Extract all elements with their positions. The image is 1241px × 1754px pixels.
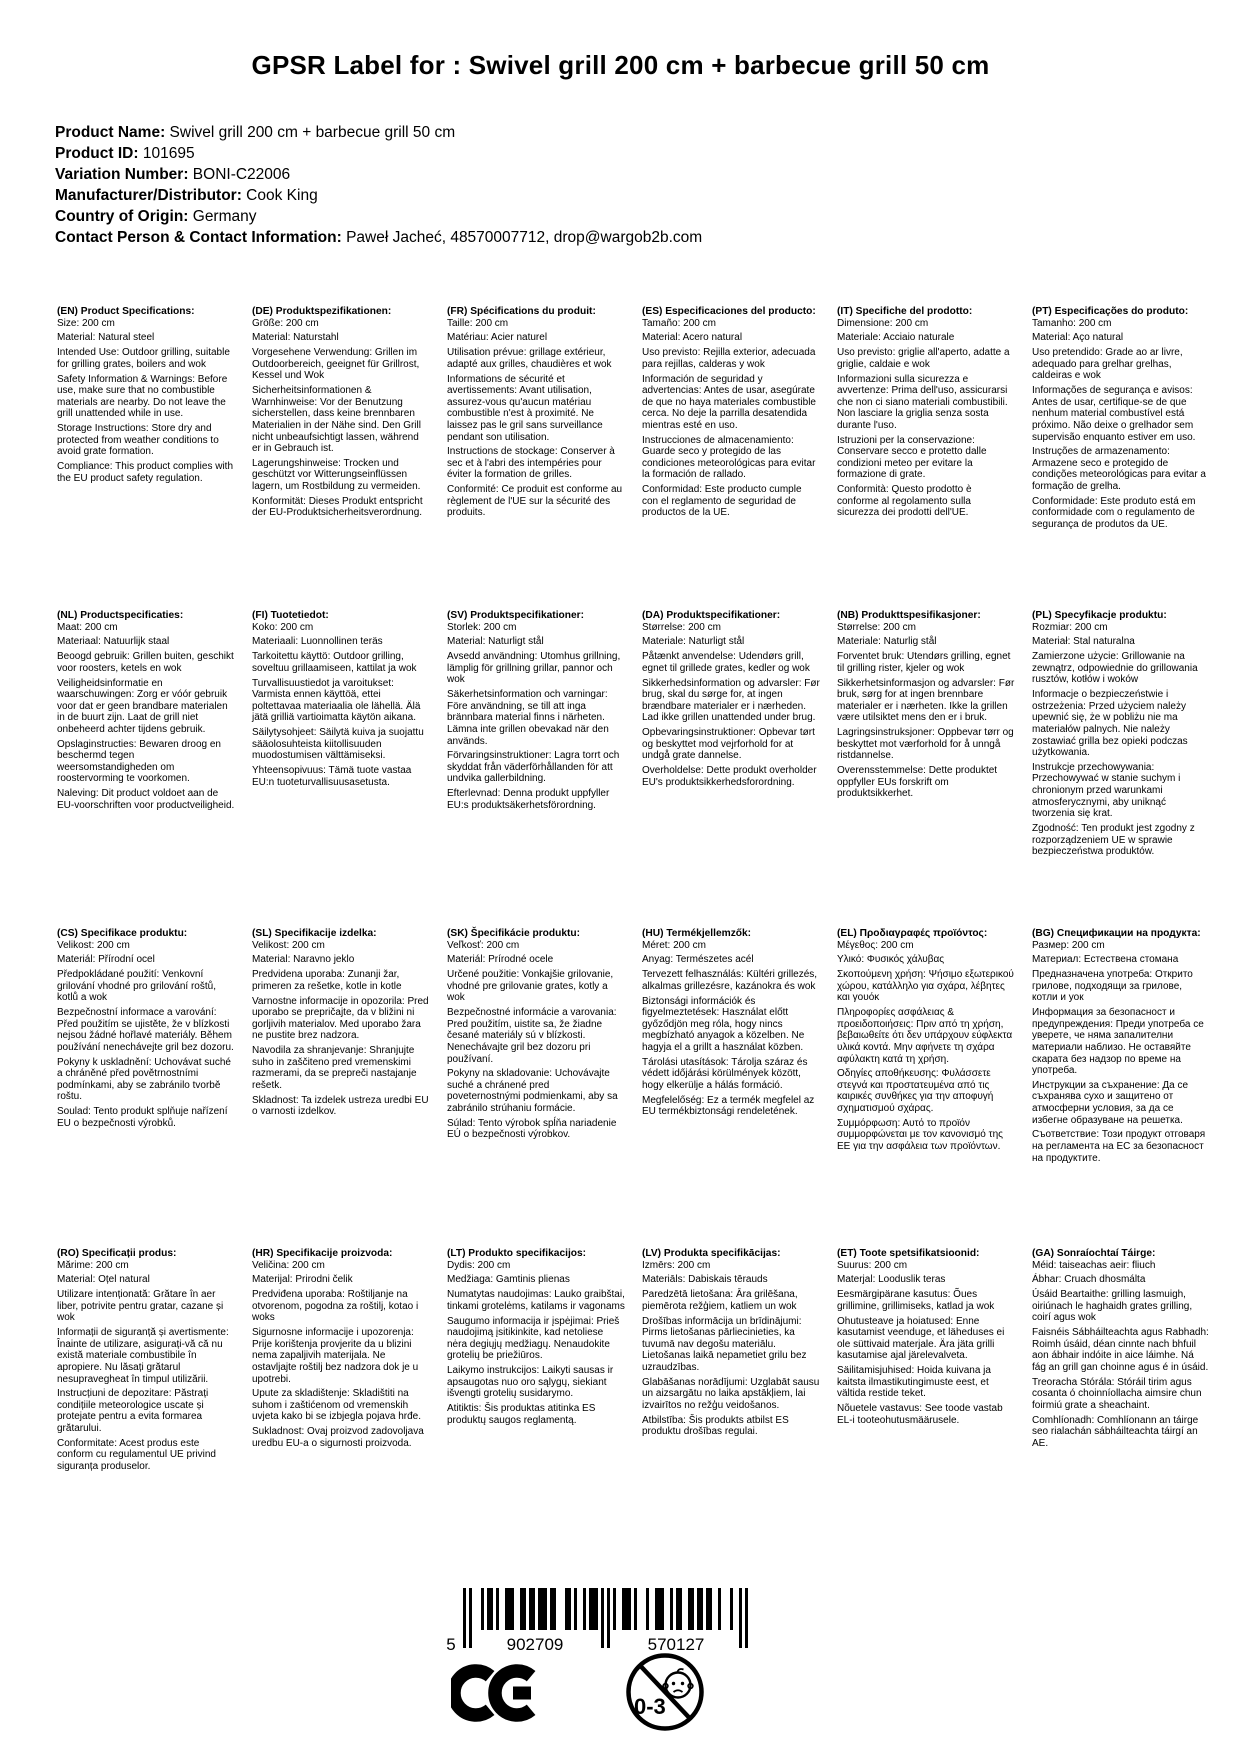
spec-paragraph: Информация за безопасност и предупреждения: Преди употреба се уверете, че няма запалителни материали наблизо. Не оставяйте скарата без надзор по време на употреба. xyxy=(1032,1007,1204,1077)
barcode-icon xyxy=(437,1586,757,1654)
spec-paragraph: Påtænkt anvendelse: Udendørs grill, egnet til grillede grates, kedler og wok xyxy=(642,651,810,674)
spec-paragraph: Matériau: Acier naturel xyxy=(447,332,548,344)
spec-paragraph: Предназначена употреба: Открито грилове, подходящи за грилове, котли и уок xyxy=(1032,969,1193,1004)
spec-paragraph: Материал: Естествена стомана xyxy=(1032,954,1179,966)
spec-paragraph: Atbilstība: Šis produkts atbilst ES produktu drošības regulai. xyxy=(642,1414,789,1438)
barcode-bar xyxy=(646,1588,649,1630)
product-info-line xyxy=(55,206,702,227)
spec-paragraph: Material: Natural steel xyxy=(57,332,155,344)
spec-paragraph: Conformité: Ce produit est conforme au règlement de l'UE sur la sécurité des produits. xyxy=(447,484,623,519)
barcode-bar xyxy=(676,1588,679,1630)
barcode-bar xyxy=(670,1588,673,1630)
spec-paragraph: Πληροφορίες ασφάλειας & προειδοποιήσεις: Πριν από τη χρήση, βεβαιωθείτε ότι δεν υπάρχουν εύφλεκτα υλικά κοντά. Μην αφήνετε τη σχάρα αφύλακτη κατά τη χρήση. xyxy=(837,1007,1013,1065)
spec-block-el xyxy=(837,928,1015,1248)
spec-paragraph: Säilitamisjuhised: Hoida kuivana ja kaitsta ilmastikutingimuste eest, et vältida restide teket. xyxy=(837,1365,991,1400)
spec-paragraph: Safety Information & Warnings: Before use, make sure that no combustible materials are nearby. Do not leave the grill unattended while in use. xyxy=(57,373,228,420)
spec-paragraph: Materiale: Naturligt stål xyxy=(642,636,745,648)
spec-paragraph: Informacje o bezpieczeństwie i ostrzeżenia: Przed użyciem należy upewnić się, że w pobliżu nie ma materiałów palnych. Nie należy zostawiać grilla bez opieki podczas użytkowania. xyxy=(1032,689,1188,759)
spec-paragraph: Numatytas naudojimas: Lauko graibštai, tinkami grotelėms, katilams ir vagonams xyxy=(447,1289,625,1312)
barcode-bar xyxy=(508,1588,511,1630)
spec-paragraph: Laikymo instrukcijos: Laikyti sausas ir apsaugotas nuo oro sąlygų, siekiant išvengti grotelių susidarymo. xyxy=(447,1365,614,1400)
spec-paragraph: Lagringsinstruksjoner: Oppbevar tørr og beskyttet mot værforhold for å unngå ristdannelse. xyxy=(837,727,1014,762)
spec-paragraph: Съответствие: Този продукт отговаря на регламента на ЕС за безопасност на продуктите. xyxy=(1032,1129,1206,1164)
spec-paragraph: Instructions de stockage: Conserver à sec et à l'abri des intempéries pour éviter la formation de grilles. xyxy=(447,446,615,481)
spec-block-de xyxy=(252,306,430,610)
product-info-value: Cook King xyxy=(241,187,318,204)
barcode-bar xyxy=(679,1588,682,1630)
spec-block-en xyxy=(57,306,235,610)
spec-paragraph: Uso previsto: griglie all'aperto, adatte a griglie, caldaie e wok xyxy=(837,347,1010,370)
product-info-value: Swivel grill 200 cm + barbecue grill 50 cm xyxy=(165,124,456,141)
spec-paragraph: Informazioni sulla sicurezza e avvertenze: Prima dell'uso, assicurarsi che non ci siano materiali combustibili. Non lasciare la griglia senza sosta durante l'uso. xyxy=(837,373,1008,431)
spec-paragraph: Sukladnost: Ovaj proizvod zadovoljava uredbu EU-a o sigurnosti proizvoda. xyxy=(252,1426,424,1449)
spec-paragraph: Storage Instructions: Store dry and protected from weather conditions to avoid grate formation. xyxy=(57,423,219,458)
spec-paragraph: Material: Acero natural xyxy=(642,332,743,344)
spec-paragraph: Compliance: This product complies with the EU product safety regulation. xyxy=(57,461,234,484)
spec-paragraph: Tamanho: 200 cm xyxy=(1032,317,1112,329)
product-info-label: Variation Number: xyxy=(55,166,189,183)
spec-paragraph: Predviđena uporaba: Roštiljanje na otvorenom, pogodna za roštilj, kotao i woks xyxy=(252,1289,419,1324)
barcode-bar xyxy=(739,1588,742,1648)
spec-paragraph: Μέγεθος: 200 cm xyxy=(837,939,914,951)
barcode-bar xyxy=(568,1588,571,1630)
barcode-bar xyxy=(550,1588,553,1630)
spec-block-pl xyxy=(1032,610,1210,928)
barcode-bar xyxy=(697,1588,700,1630)
product-info-label: Product Name: xyxy=(55,124,166,141)
spec-block-hr xyxy=(252,1248,430,1473)
product-info-value: Germany xyxy=(188,208,257,225)
spec-paragraph: Koko: 200 cm xyxy=(252,621,314,633)
spec-paragraph: Ohutusteave ja hoiatused: Enne kasutamist veenduge, et läheduses ei ole süttivaid materjale. Ära jäta grilli kasutamise ajal järelevalveta. xyxy=(837,1315,1005,1362)
spec-paragraph: Skladnost: Ta izdelek ustreza uredbi EU o varnosti izdelkov. xyxy=(252,1094,429,1118)
spec-paragraph: Anyag: Természetes acél xyxy=(642,954,754,966)
barcode-bar xyxy=(709,1588,712,1630)
spec-heading: (PL) Specyfikacje produktu: xyxy=(1032,610,1167,621)
barcode-bar xyxy=(706,1588,709,1630)
spec-paragraph: Uso pretendido: Grade ao ar livre, adequado para grelhar grelhas, caldeiras e wok xyxy=(1032,347,1183,382)
spec-heading: (PT) Especificações do produto: xyxy=(1032,306,1189,317)
barcode-bar xyxy=(541,1588,544,1630)
age-warning-0-3-icon xyxy=(624,1651,706,1738)
barcode-digits-right: 570127 xyxy=(647,1635,705,1654)
product-info-line xyxy=(55,122,702,143)
barcode-bar xyxy=(538,1588,541,1630)
spec-heading: (FI) Tuotetiedot: xyxy=(252,610,329,621)
spec-paragraph: Bezpečnostné informácie a varovania: Pred použitím, uistite sa, že žiadne česané materiály sú v blízkosti. Nenechávajte gril bez dozoru pri používaní. xyxy=(447,1007,617,1065)
spec-paragraph: Förvaringsinstruktioner: Lagra torrt och skyddat från väderförhållanden för att undvika gallerbildning. xyxy=(447,750,620,785)
barcode-digits-left: 902709 xyxy=(506,1635,564,1654)
barcode-bar xyxy=(505,1588,508,1630)
spec-paragraph: Avsedd användning: Utomhus grillning, lämplig för grillning grillar, pannor och wok xyxy=(447,651,621,686)
product-info-value: BONI-C22006 xyxy=(188,166,291,183)
spec-paragraph: Instrukcje przechowywania: Przechowywać w stanie suchym i chronionym przed warunkami atmosferycznymi, aby uniknąć tworzenia się krat. xyxy=(1032,761,1181,820)
spec-paragraph: Størrelse: 200 cm xyxy=(837,621,916,633)
product-info-label: Manufacturer/Distributor: xyxy=(55,187,242,204)
spec-block-ga xyxy=(1032,1248,1210,1473)
spec-paragraph: Conformidade: Este produto está em conformidade com o regulamento de segurança de produtos da UE. xyxy=(1032,495,1196,531)
spec-block-sl xyxy=(252,928,430,1248)
spec-paragraph: Soulad: Tento produkt splňuje nařízení EU o bezpečnosti výrobků. xyxy=(57,1106,228,1129)
spec-paragraph: Mărime: 200 cm xyxy=(57,1259,129,1271)
spec-block-nb xyxy=(837,610,1015,928)
spec-paragraph: Veľkosť: 200 cm xyxy=(447,939,520,951)
spec-paragraph: Navodila za shranjevanje: Shranjujte suho in zaščiteno pred vremenskimi razmerami, da se prepreči nastajanje rešetk. xyxy=(252,1045,417,1091)
spec-paragraph: Medžiaga: Gamtinis plienas xyxy=(447,1274,570,1286)
product-info-line xyxy=(55,143,702,164)
spec-block-cs xyxy=(57,928,235,1248)
spec-paragraph: Ábhar: Cruach dhosmálta xyxy=(1032,1274,1146,1286)
spec-paragraph: Größe: 200 cm xyxy=(252,317,319,329)
spec-paragraph: Size: 200 cm xyxy=(57,317,115,329)
spec-paragraph: Materiaali: Luonnollinen teräs xyxy=(252,636,383,648)
spec-paragraph: Размер: 200 cm xyxy=(1032,939,1105,951)
spec-paragraph: Megfelelőség: Ez a termék megfelel az EU termékbiztonsági rendeletének. xyxy=(642,1094,815,1118)
barcode-bar xyxy=(463,1588,466,1648)
spec-paragraph: Informații de siguranță și avertismente: Înainte de utilizare, asigurați-vă că nu există materiale combustibile în apropiere. Nu lăsați grătarul nesupravegheat în timpul utilizării. xyxy=(57,1327,229,1385)
spec-paragraph: Konformität: Dieses Produkt entspricht der EU-Produktsicherheitsverordnung. xyxy=(252,495,423,519)
spec-paragraph: Sigurnosne informacije i upozorenja: Prije korištenja provjerite da u blizini nema zapaljivih materijala. Ne ostavljajte roštilj bez nadzora dok je u upotrebi. xyxy=(252,1327,419,1385)
spec-block-et xyxy=(837,1248,1015,1473)
spec-paragraph: Materiāls: Dabiskais tērauds xyxy=(642,1274,768,1286)
spec-paragraph: Drošības informācija un brīdinājumi: Pirms lietošanas pārliecinieties, ka tuvumā nav degošu materiālu. Lietošanas laikā nepametiet grilu bez uzraudzības. xyxy=(642,1315,807,1373)
barcode-bar xyxy=(601,1588,604,1648)
spec-paragraph: Overensstemmelse: Dette produktet oppfyller EUs forskrift om produktsikkerhet. xyxy=(837,765,998,800)
spec-paragraph: Materiał: Stal naturalna xyxy=(1032,636,1135,648)
spec-paragraph: Určené použitie: Vonkajšie grilovanie, vhodné pre grilovanie grates, kotly a wok xyxy=(447,969,614,1004)
spec-heading: (BG) Спецификации на продукта: xyxy=(1032,928,1201,939)
spec-paragraph: Materiaal: Natuurlijk staal xyxy=(57,636,170,648)
spec-paragraph: Tárolási utasítások: Tárolja száraz és védett időjárási körülmények között, hogy elkerülje a hálás formáció. xyxy=(642,1056,808,1091)
barcode-bar xyxy=(718,1588,721,1630)
spec-paragraph: Zamierzone użycie: Grillowanie na zewnątrz, odpowiednie do grillowania rusztów, kotłów i woków xyxy=(1032,651,1198,686)
spec-paragraph: Dimensione: 200 cm xyxy=(837,317,929,329)
spec-paragraph: Vorgesehene Verwendung: Grillen im Outdoorbereich, geeignet für Grillrost, Kessel und Wok xyxy=(252,347,420,382)
spec-heading: (IT) Specifiche del prodotto: xyxy=(837,306,973,317)
spec-heading: (SV) Produktspecifikationer: xyxy=(447,610,584,621)
spec-paragraph: Informations de sécurité et avertissements: Avant utilisation, assurez-vous qu'aucun matériau combustible n'est à proximité. Ne laissez pas le gril sans surveillance pendant son utilisation. xyxy=(447,373,603,443)
barcode-bar xyxy=(745,1588,748,1648)
spec-paragraph: Material: Naturstahl xyxy=(252,332,339,344)
spec-paragraph: Opslaginstructies: Bewaren droog en beschermd tegen weersomstandigheden om roostervorming te voorkomen. xyxy=(57,738,221,785)
spec-paragraph: Taille: 200 cm xyxy=(447,317,509,329)
barcode-bar xyxy=(607,1588,610,1648)
barcode-bar xyxy=(622,1588,625,1630)
spec-block-nl xyxy=(57,610,235,928)
spec-paragraph: Faisnéis Sábháilteachta agus Rabhadh: Roimh úsáid, déan cinnte nach bhfuil aon ábhair indóite in aice láimhe. Ná fág an grill gan choinne agus é in úsáid. xyxy=(1032,1327,1209,1373)
spec-paragraph: Storlek: 200 cm xyxy=(447,621,517,633)
barcode-bar xyxy=(595,1588,598,1630)
spec-heading: (LT) Produkto specifikacijos: xyxy=(447,1248,587,1259)
product-info-label: Country of Origin: xyxy=(55,208,189,225)
barcode-bar xyxy=(730,1588,733,1630)
barcode-bar xyxy=(655,1588,658,1630)
spec-paragraph: Naleving: Dit product voldoet aan de EU-voorschriften voor productveiligheid. xyxy=(57,788,235,811)
spec-block-hu xyxy=(642,928,820,1248)
spec-paragraph: Pokyny k uskladnění: Uchovávat suché a chráněné před povětrnostními podmínkami, aby se zabránilo tvorbě roštu. xyxy=(57,1056,231,1103)
spec-paragraph: Velikost: 200 cm xyxy=(252,939,325,951)
spec-heading: (DA) Produktspecifikationer: xyxy=(642,610,781,621)
spec-block-fi xyxy=(252,610,430,928)
barcode-bar xyxy=(520,1588,523,1630)
spec-paragraph: Bezpečnostní informace a varování: Před použitím se ujistěte, že v blízkosti nejsou žádné hořlavé materiály. Během používání nenechávejte gril bez dozoru. xyxy=(57,1007,234,1053)
spec-block-sk xyxy=(447,928,625,1248)
product-info-label: Product ID: xyxy=(55,145,139,162)
barcode-bar xyxy=(553,1588,556,1630)
spec-grid xyxy=(57,306,1210,1473)
barcode-bar xyxy=(529,1588,532,1630)
spec-heading: (ES) Especificaciones del producto: xyxy=(642,306,816,317)
spec-block-pt xyxy=(1032,306,1210,610)
spec-paragraph: Συμμόρφωση: Αυτό το προϊόν συμμορφώνεται με τον κανονισμό της ΕΕ για την ασφάλεια των προϊόντων. xyxy=(837,1117,1003,1153)
spec-block-it xyxy=(837,306,1015,610)
barcode-bar xyxy=(661,1588,664,1630)
spec-paragraph: Upute za skladištenje: Skladištiti na suhom i zaštićenom od vremenskih uvjeta kako bi se izbjegla pojava hrđe. xyxy=(252,1388,421,1423)
spec-paragraph: Paredzētā lietošana: Āra grilēšana, piemērota režģiem, katliem un wok xyxy=(642,1289,798,1312)
spec-paragraph: Úsáid Beartaithe: grilling lasmuigh, oiriúnach le haghaidh grates grilling, coirí agus wok xyxy=(1032,1289,1193,1324)
spec-paragraph: Tamaño: 200 cm xyxy=(642,317,716,329)
barcode-bar xyxy=(574,1588,577,1630)
spec-paragraph: Οδηγίες αποθήκευσης: Φυλάσσετε στεγνά και προστατευμένα από τις καιρικές συνθήκες για την αποφυγή σχηματισμού σχάρας. xyxy=(837,1068,994,1115)
spec-paragraph: Istruzioni per la conservazione: Conservare secco e protetto dalle condizioni meteo per evitare la formazione di grate. xyxy=(837,434,987,481)
spec-paragraph: Conformidad: Este producto cumple con el reglamento de seguridad de productos de la UE. xyxy=(642,484,802,519)
barcode-bar xyxy=(589,1588,592,1630)
spec-paragraph: Intended Use: Outdoor grilling, suitable for grilling grates, boilers and wok xyxy=(57,347,230,370)
spec-paragraph: Størrelse: 200 cm xyxy=(642,621,721,633)
ean13-barcode xyxy=(437,1586,757,1659)
spec-paragraph: Conformitate: Acest produs este conform cu regulamentul UE privind siguranța produselor. xyxy=(57,1437,216,1473)
spec-paragraph: Dydis: 200 cm xyxy=(447,1259,511,1271)
spec-heading: (HU) Termékjellemzők: xyxy=(642,928,752,939)
product-info-section xyxy=(55,122,702,248)
spec-paragraph: Veličina: 200 cm xyxy=(252,1259,325,1271)
spec-paragraph: Material: Aço natural xyxy=(1032,332,1124,344)
spec-block-lv xyxy=(642,1248,820,1473)
spec-heading: (LV) Produkta specifikācijas: xyxy=(642,1248,781,1259)
spec-paragraph: Utilizare intenționată: Grătare în aer liber, potrivite pentru gratar, cazane și wok xyxy=(57,1289,224,1324)
spec-paragraph: Treoracha Stórála: Stóráil tirim agus cosanta ó choinníollacha aimsire chun foirmiú grate a sheachaint. xyxy=(1032,1376,1202,1411)
spec-paragraph: Υλικό: Φυσικός χάλυβας xyxy=(837,954,945,966)
spec-paragraph: Sikkerhedsinformation og advarsler: Før brug, skal du sørge for, at ingen brændbare materialer er i nærheden. Lad ikke grillen unattended under brug. xyxy=(642,677,820,724)
spec-paragraph: Suurus: 200 cm xyxy=(837,1259,908,1271)
spec-paragraph: Sikkerhetsinformasjon og advarsler: Før bruk, sørg for at ingen brennbare materialer er i nærheten. Ikke la grillen være utilsiktet mens den er i bruk. xyxy=(837,677,1015,724)
spec-paragraph: Materiál: Přírodní ocel xyxy=(57,954,155,966)
spec-paragraph: Materijal: Prirodni čelik xyxy=(252,1274,353,1286)
ce-mark-icon xyxy=(451,1662,543,1729)
spec-heading: (NL) Productspecificaties: xyxy=(57,610,184,621)
spec-paragraph: Säkerhetsinformation och varningar: Före användning, se till att inga brännbara material finns i närheten. Lämna inte grillen obevakad när den används. xyxy=(447,689,609,747)
spec-paragraph: Tervezett felhasználás: Kültéri grillezés, alkalmas grillezésre, kazánokra és wok xyxy=(642,969,818,992)
spec-paragraph: Súlad: Tento výrobok spĺňa nariadenie EÚ o bezpečnosti výrobkov. xyxy=(447,1117,617,1141)
spec-heading: (FR) Spécifications du produit: xyxy=(447,306,596,317)
barcode-bar xyxy=(628,1588,631,1630)
barcode-bar xyxy=(658,1588,661,1630)
spec-block-lt xyxy=(447,1248,625,1473)
spec-paragraph: Izmērs: 200 cm xyxy=(642,1259,711,1271)
barcode-bar xyxy=(688,1588,691,1630)
spec-paragraph: Beoogd gebruik: Grillen buiten, geschikt voor roosters, ketels en wok xyxy=(57,651,234,674)
spec-heading: (ET) Toote spetsifikatsioonid: xyxy=(837,1248,980,1259)
spec-paragraph: Instrucțiuni de depozitare: Păstrați condițiile meteorologice uscate și protejate pentru a evita formarea grătarului. xyxy=(57,1388,209,1435)
spec-paragraph: Instruções de armazenamento: Armazene seco e protegido de condições meteorológicas para evitar a formação de grelha. xyxy=(1032,446,1206,493)
spec-paragraph: Rozmiar: 200 cm xyxy=(1032,621,1108,633)
spec-heading: (CS) Specifikace produktu: xyxy=(57,928,188,939)
barcode-bar xyxy=(634,1588,637,1630)
product-info-line xyxy=(55,164,702,185)
barcode-bar xyxy=(700,1588,703,1630)
spec-block-es xyxy=(642,306,820,610)
spec-block-bg xyxy=(1032,928,1210,1248)
product-info-line xyxy=(55,185,702,206)
spec-paragraph: Méid: taiseachas aeir: fliuch xyxy=(1032,1259,1156,1271)
product-info-label: Contact Person & Contact Information: xyxy=(55,229,342,246)
spec-paragraph: Overholdelse: Dette produkt overholder EU's produktsikkerhedsforordning. xyxy=(642,765,817,788)
spec-paragraph: Sicherheitsinformationen & Warnhinweise: Vor der Benutzung sicherstellen, dass keine brennbaren Materialien in der Nähe sind. Den Grill nicht unbeaufsichtigt lassen, während er in Gebrauch ist. xyxy=(252,385,421,455)
spec-heading: (HR) Specifikacije proizvoda: xyxy=(252,1248,393,1259)
spec-paragraph: Efterlevnad: Denna produkt uppfyller EU:s produktsäkerhetsförordning. xyxy=(447,788,610,811)
spec-paragraph: Turvallisuustiedot ja varoitukset: Varmista ennen käyttöä, ettei poltettavaa materiaalia ole lähellä. Älä jätä grilliä vartioimatta käytön aikana. xyxy=(252,677,421,724)
spec-paragraph: Instrucciones de almacenamiento: Guarde seco y protegido de las condiciones meteorológicas para evitar la formación de rallado. xyxy=(642,434,816,481)
product-info-line xyxy=(55,227,702,248)
spec-paragraph: Material: Oțel natural xyxy=(57,1274,150,1286)
spec-paragraph: Opbevaringsinstruktioner: Opbevar tørt og beskyttet mod vejrforhold for at undgå grate dannelse. xyxy=(642,727,815,762)
barcode-bar xyxy=(592,1588,595,1630)
spec-paragraph: Veiligheidsinformatie en waarschuwingen: Zorg er vóór gebruik voor dat er geen brandbare materialen in de buurt zijn. Laat de grill niet onbeheerd achter tijdens gebruik. xyxy=(57,677,228,735)
spec-paragraph: Pokyny na skladovanie: Uchovávajte suché a chránené pred poveternostnými podmienkami, aby sa zabránilo strúhaniu formácie. xyxy=(447,1068,618,1115)
spec-paragraph: Nõuetele vastavus: See toode vastab EL-i tooteohutusmäärusele. xyxy=(837,1403,1003,1426)
spec-paragraph: Säilytysohjeet: Säilytä kuiva ja suojattu sääolosuhteista kiitollisuuden muodostumisen välttämiseksi. xyxy=(252,727,424,762)
spec-paragraph: Yhteensopivuus: Tämä tuote vastaa EU:n tuoteturvallisuusasetusta. xyxy=(252,765,412,788)
age-warning-label: 0-3 xyxy=(634,1694,666,1719)
spec-heading: (GA) Sonraíochtaí Táirge: xyxy=(1032,1248,1156,1259)
spec-paragraph: Materiale: Naturlig stål xyxy=(837,636,937,648)
spec-paragraph: Σκοπούμενη χρήση: Ψήσιμο εξωτερικού χώρου, κατάλληλο για σχάρα, λέβητες και γουόκ xyxy=(837,969,1014,1004)
spec-paragraph: Informações de segurança e avisos: Antes de usar, certifique-se de que nenhum material combustível está próximo. Não deixe o grelhador sem supervisão enquanto estiver em uso. xyxy=(1032,385,1196,443)
spec-paragraph: Predvidena uporaba: Zunanji žar, primeren za rešetke, kotle in kotle xyxy=(252,969,402,992)
product-info-value: Paweł Jacheć, 48570007712, drop@wargob2b.com xyxy=(341,229,703,246)
spec-paragraph: Lagerungshinweise: Trocken und geschützt vor Witterungseinflüssen lagern, um Rostbildung zu vermeiden. xyxy=(252,457,421,493)
spec-paragraph: Maat: 200 cm xyxy=(57,621,118,633)
spec-paragraph: Varnostne informacije in opozorila: Pred uporabo se prepričajte, da v bližini ni gorljivih materialov. Med uporabo žara ne pustite brez nadzora. xyxy=(252,995,429,1042)
spec-heading: (RO) Specificații produs: xyxy=(57,1248,177,1259)
spec-heading: (SK) Špecifikácie produktu: xyxy=(447,928,581,939)
spec-heading: (NB) Produkttspesifikasjoner: xyxy=(837,610,981,621)
page-title: GPSR Label for : Swivel grill 200 cm + barbecue grill 50 cm xyxy=(251,50,990,80)
barcode-bar xyxy=(523,1588,526,1630)
spec-paragraph: Material: Naravno jeklo xyxy=(252,954,355,966)
spec-paragraph: Méret: 200 cm xyxy=(642,939,706,951)
spec-paragraph: Materjal: Looduslik teras xyxy=(837,1274,946,1286)
spec-paragraph: Biztonsági információk és figyelmeztetések: Használat előtt győződjön meg róla, hogy nincs megbízható anyagok a közelben. Ne hagyja el a grillt a használat közben. xyxy=(642,995,805,1053)
barcode-bar xyxy=(583,1588,586,1630)
spec-paragraph: Velikost: 200 cm xyxy=(57,939,130,951)
barcode-bar xyxy=(565,1588,568,1630)
barcode-bar xyxy=(481,1588,484,1630)
spec-block-ro xyxy=(57,1248,235,1473)
barcode-bar xyxy=(487,1588,490,1630)
spec-heading: (EL) Προδιαγραφές προϊόντος: xyxy=(837,928,988,939)
spec-paragraph: Tarkoitettu käyttö: Outdoor grilling, soveltuu grillaamiseen, kattilat ja wok xyxy=(252,651,417,674)
spec-heading: (SL) Specifikacije izdelka: xyxy=(252,928,377,939)
spec-paragraph: Utilisation prévue: grillage extérieur, adapté aux grilles, chaudières et wok xyxy=(447,347,612,370)
spec-heading: (DE) Produktspezifikationen: xyxy=(252,306,392,317)
barcode-digit-first: 5 xyxy=(446,1635,456,1654)
spec-paragraph: Comhlíonadh: Comhlíonann an táirge seo rialachán sábháilteachta táirgí an AE. xyxy=(1032,1414,1199,1449)
spec-paragraph: Předpokládané použití: Venkovní grilování vhodné pro grilování roštů, kotlů a wok xyxy=(57,969,216,1004)
spec-paragraph: Eesmärgipärane kasutus: Õues grillimine, grillimiseks, katlad ja wok xyxy=(837,1289,995,1312)
barcode-bar xyxy=(511,1588,514,1630)
barcode-bar xyxy=(490,1588,493,1630)
spec-paragraph: Conformità: Questo prodotto è conforme al regolamento sulla sicurezza dei prodotti dell'UE. xyxy=(837,484,972,519)
spec-paragraph: Materiale: Acciaio naturale xyxy=(837,332,955,344)
barcode-bar xyxy=(532,1588,535,1630)
spec-block-fr xyxy=(447,306,625,610)
barcode-bar xyxy=(496,1588,499,1630)
spec-paragraph: Forventet bruk: Utendørs grilling, egnet til grilling rister, kjeler og wok xyxy=(837,651,1011,674)
spec-paragraph: Инструкции за съхранение: Да се съхранява сухо и защитено от атмосферни условия, за да се избегне образуване на решетка. xyxy=(1032,1079,1189,1126)
spec-paragraph: Material: Naturligt stål xyxy=(447,636,544,648)
spec-paragraph: Atitiktis: Šis produktas atitinka ES produktų saugos reglamentą. xyxy=(447,1403,596,1426)
product-info-value: 101695 xyxy=(138,145,195,162)
barcode-bar xyxy=(691,1588,694,1630)
spec-paragraph: Saugumo informacija ir įspėjimai: Prieš naudojimą įsitikinkite, kad netoliese nėra degiųjų medžiagų. Nenaudokite grotelių be priežiūros. xyxy=(447,1315,620,1362)
spec-block-sv xyxy=(447,610,625,928)
barcode-bar xyxy=(613,1588,616,1630)
spec-paragraph: Zgodność: Ten produkt jest zgodny z rozporządzeniem UE w sprawie bezpieczeństwa produktów. xyxy=(1032,823,1195,858)
spec-block-da xyxy=(642,610,820,928)
barcode-bar xyxy=(625,1588,628,1630)
spec-heading: (EN) Product Specifications: xyxy=(57,306,195,317)
spec-paragraph: Información de seguridad y advertencias: Antes de usar, asegúrate de que no haya materiales combustible cerca. No deje la parrilla desatendida mientras esté en uso. xyxy=(642,373,816,431)
spec-paragraph: Glabāšanas norādījumi: Uzglabāt sausu un aizsargātu no laika apstākļiem, lai izvairītos no režģu veidošanos. xyxy=(642,1376,820,1411)
spec-paragraph: Materiál: Prírodné ocele xyxy=(447,954,554,966)
barcode-bar xyxy=(469,1588,472,1648)
barcode-bar xyxy=(544,1588,547,1630)
spec-paragraph: Uso previsto: Rejilla exterior, adecuada para rejillas, calderas y wok xyxy=(642,347,816,370)
